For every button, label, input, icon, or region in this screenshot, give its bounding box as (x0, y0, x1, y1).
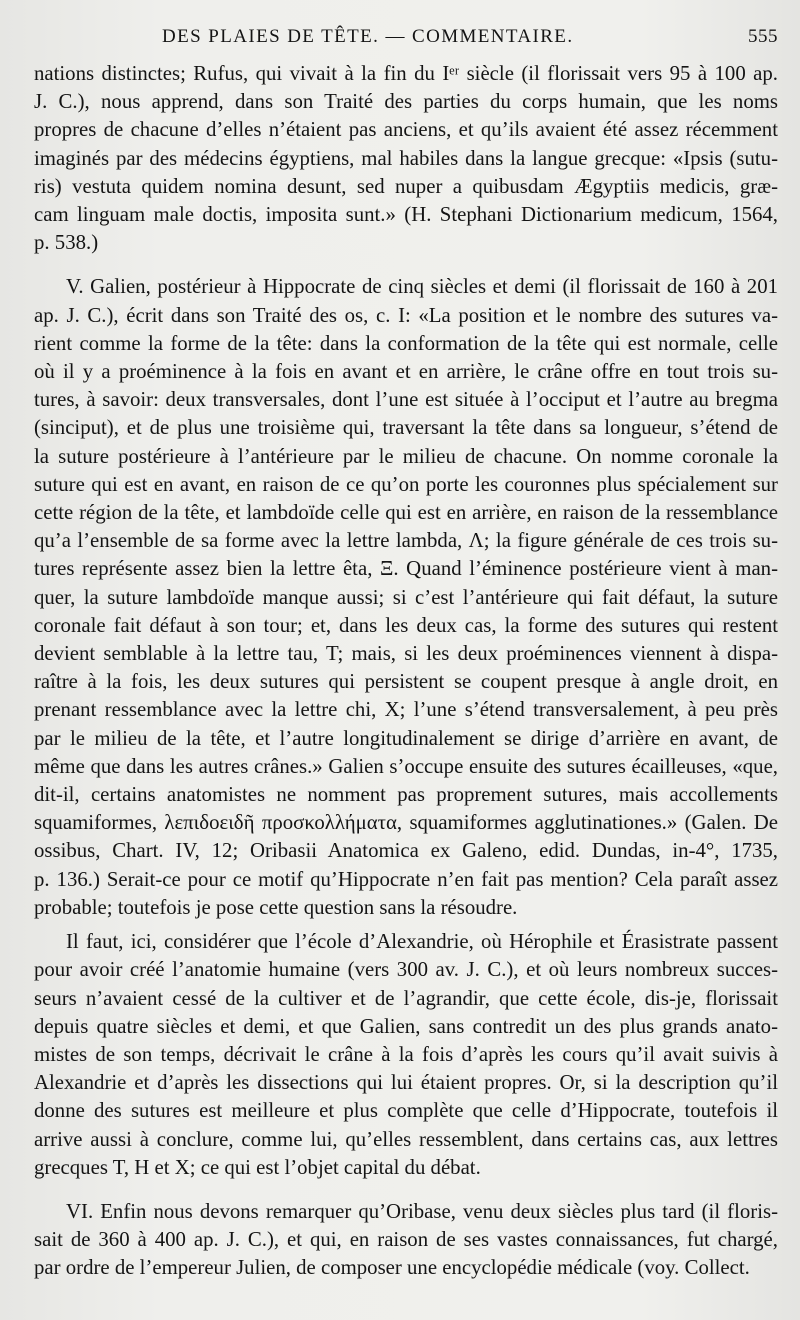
paragraph-gap (34, 257, 778, 273)
text-line: qu’a l’ensemble de sa forme avec la lettre lambda, Λ; la figure générale de ces trois su- (34, 529, 778, 553)
text-line: (sinciput), et de plus une troisième qui, traversant la tête dans sa longueur, s’étend de (34, 416, 778, 440)
page-number: 555 (748, 26, 778, 47)
text-line: cam linguam male doctis, imposita sunt.» (H. Stephani Dictionarium medicum, 1564, (34, 203, 778, 227)
text-line: tures, à savoir: deux transversales, dont l’une est située à l’occiput et l’autre au bregma (34, 388, 778, 412)
text-line: probable; toutefois je pose cette question sans la résoudre. (34, 895, 518, 919)
text-line: p. 136.) Serait-ce pour ce motif qu’Hippocrate n’en fait pas mention? Cela paraît assez (34, 867, 778, 891)
text-line: par ordre de l’empereur Julien, de composer une encyclopédie médicale (voy. Collect. (34, 1256, 750, 1280)
text-line: dit-il, certains anatomistes ne nomment pas proprement sutures, mais accollements (34, 783, 778, 807)
paragraph (34, 273, 778, 922)
text-line: prenant ressemblance avec la lettre chi, X; l’une s’étend transversalement, à peu près (34, 698, 778, 722)
text-line: tures représente assez bien la lettre êta, Ξ. Quand l’éminence postérieure vient à man- (34, 557, 778, 581)
text-body (34, 60, 778, 1283)
text-line: suture qui est en avant, en raison de ce qu’on porte les couronnes plus spécialement sur (34, 472, 778, 496)
text-line: depuis quatre siècles et demi, et que Galien, sans contredit un des plus grands anato- (34, 1014, 778, 1038)
text-line: ossibus, Chart. IV, 12; Oribasii Anatomica ex Galeno, edid. Dundas, in-4°, 1735, (34, 839, 778, 863)
text-line: p. 538.) (34, 231, 99, 255)
paragraph (34, 60, 778, 257)
text-line: V. Galien, postérieur à Hippocrate de cinq siècles et demi (il florissait de 160 à 201 (66, 275, 778, 299)
text-line: la suture postérieure à l’antérieure par le milieu de chacune. On nomme coronale la (34, 444, 778, 468)
text-line: donne des sutures est meilleure et plus complète que celle d’Hippocrate, toutefois il (34, 1099, 778, 1123)
text-line: pour avoir créé l’anatomie humaine (vers 300 av. J. C.), et où leurs nombreux succes- (34, 958, 778, 982)
text-line: par le milieu de la tête, et l’autre longitudinalement se dirige d’arrière en avant, de (34, 726, 778, 750)
text-line: imaginés par des médecins égyptiens, mal habiles dans la langue grecque: «Ipsis (sutu- (34, 146, 778, 170)
paragraph-gap (34, 1182, 778, 1198)
text-line: raître à la fois, les deux sutures qui persistent se coupent presque à angle droit, en (34, 670, 778, 694)
text-line: même que dans les autres crânes.» Galien s’occupe ensuite des sutures écailleuses, «que, (34, 754, 778, 778)
text-line: mistes de son temps, décrivait le crâne à la fois d’après les cours qu’il avait suivis à (34, 1042, 778, 1066)
running-head (34, 26, 778, 60)
text-line: squamiformes, λεπιδοειδῆ προσκολλήματα, squamiformes agglutinationes.» (Galen. De (34, 811, 778, 835)
text-line: seurs n’avaient cessé de la cultiver et de l’agrandir, que cette école, dis-je, florissait (34, 986, 778, 1010)
text-line: J. C.), nous apprend, dans son Traité des parties du corps humain, que les noms (34, 90, 778, 114)
text-line: ris) vestuta quidem nomina desunt, sed nuper a quibusdam Ægyptiis medicis, græ- (34, 174, 778, 198)
text-line: ap. J. C.), écrit dans son Traité des os, c. I: «La position et le nombre des sutures va- (34, 303, 778, 327)
text-line: cette région de la tête, et lambdoïde celle qui est en arrière, en raison de la ressemblance (34, 501, 778, 525)
text-line: sait de 360 à 400 ap. J. C.), et qui, en raison de ses vastes connaissances, fut chargé, (34, 1228, 778, 1252)
text-line: VI. Enfin nous devons remarquer qu’Oribase, venu deux siècles plus tard (il floris- (66, 1199, 778, 1223)
text-line: coronale fait défaut à son tour; et, dans les deux cas, la forme des sutures qui restent (34, 613, 778, 637)
text-line: où il y a proéminence à la fois en avant et en arrière, le crâne offre en tout trois su- (34, 360, 778, 384)
paragraph (34, 1198, 778, 1283)
text-line: rient comme la forme de la tête: dans la conformation de la tête qui est normale, celle (34, 331, 778, 355)
text-line: nations distinctes; Rufus, qui vivait à la fin du Iᵉʳ siècle (il florissait vers 95 à 100 ap. (34, 62, 778, 85)
text-line: grecques T, H et X; ce qui est l’objet capital du débat. (34, 1155, 481, 1179)
text-line: quer, la suture lambdoïde manque aussi; si c’est l’antérieure qui fait défaut, la suture (34, 585, 778, 609)
text-line: Il faut, ici, considérer que l’école d’Alexandrie, où Hérophile et Érasistrate passent (66, 930, 778, 954)
text-line: arrive aussi à conclure, comme lui, qu’elles ressemblent, dans certains cas, aux lettres (34, 1127, 778, 1151)
paragraph (34, 928, 778, 1182)
text-line: Alexandrie et d’après les dissections qui lui étaient propres. Or, si la description qu’il (34, 1071, 778, 1095)
running-title: DES PLAIES DE TÊTE. — COMMENTAIRE. (162, 26, 574, 47)
text-line: devient semblable à la lettre tau, T; mais, si les deux proéminences viennent à dispa- (34, 642, 778, 666)
text-line: propres de chacune d’elles n’étaient pas anciens, et qu’ils avaient été assez récemment (34, 118, 778, 142)
